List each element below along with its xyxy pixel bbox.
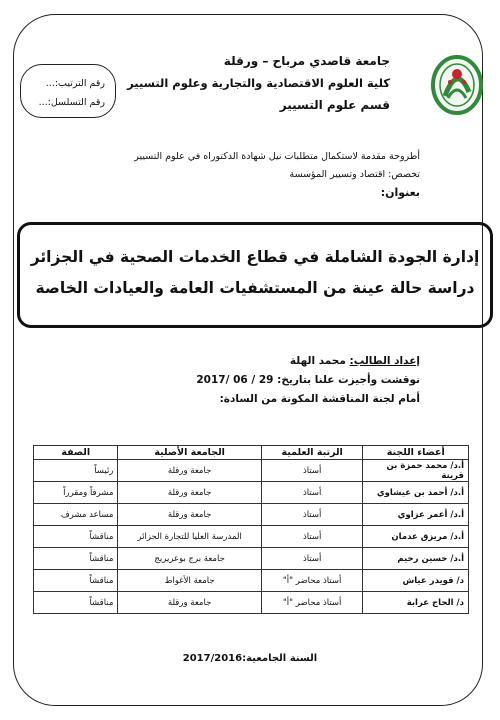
member-university: المدرسة العليا للتجارة الجزائر [118, 526, 261, 548]
thesis-purpose: أطروحة مقدمة لاستكمال متطلبات نيل شهادة الدكتوراه في علوم التسيير [134, 151, 420, 162]
reference-box [20, 64, 116, 118]
table-row [34, 526, 469, 548]
institution-header [127, 50, 390, 116]
title-label: بعنوان: [380, 186, 420, 199]
member-name: د/ قويدر عياش [363, 570, 469, 592]
defense-date: نوقشت وأجيزت علنا بتاريخ: 29 / 06 /2017 [196, 374, 420, 386]
member-rank: أستاذ [261, 460, 363, 482]
member-university: جامعة ورقلة [118, 460, 261, 482]
member-rank: أستاذ محاضر "أ" [261, 570, 363, 592]
thesis-specialty: تخصص: اقتصاد وتسيير المؤسسة [289, 169, 420, 180]
order-number-label: رقم الترتيب:... [45, 78, 105, 89]
header-university: الجامعة الأصلية [118, 446, 261, 460]
student-label: إعداد الطالب: [349, 355, 420, 367]
member-role: مساعد مشرف [34, 504, 118, 526]
member-role: رئيساً [34, 460, 118, 482]
member-rank: أستاذ [261, 548, 363, 570]
member-role: مشرفاً ومقرراً [34, 482, 118, 504]
committee-intro: أمام لجنة المناقشة المكونة من السادة: [219, 393, 420, 405]
member-university: جامعة برج بوعريريج [118, 548, 261, 570]
student-line [196, 352, 420, 371]
member-role: مناقشاً [34, 570, 118, 592]
student-name: محمد الهلة [289, 355, 346, 367]
table-row [34, 592, 469, 614]
member-name: أ.د/ حسين رحيم [363, 548, 469, 570]
table-row [34, 548, 469, 570]
member-role: مناقشاً [34, 548, 118, 570]
serial-number-label: رقم التسلسل:... [38, 97, 105, 108]
member-university: جامعة ورقلة [118, 504, 261, 526]
member-name: أ.د/ أعمر عزاوي [363, 504, 469, 526]
member-rank: أستاذ [261, 482, 363, 504]
member-name: أ.د/ مريزق عدمان [363, 526, 469, 548]
jury-table-header [34, 446, 469, 460]
academic-year: السنة الجامعية:2017/2016 [182, 653, 318, 664]
member-role: مناقشاً [34, 592, 118, 614]
table-row [34, 482, 469, 504]
table-row [34, 504, 469, 526]
faculty-name: كلية العلوم الاقتصادية والتجارية وعلوم التسيير [127, 76, 390, 90]
header-role: الصفة [34, 446, 118, 460]
table-row [34, 570, 469, 592]
header-members: أعضاء اللجنة [363, 446, 469, 460]
member-name: أ.د/ أحمد بن عيشاوي [363, 482, 469, 504]
university-logo-icon [428, 52, 486, 116]
member-rank: أستاذ [261, 526, 363, 548]
member-rank: أستاذ محاضر "أ" [261, 592, 363, 614]
student-info [196, 352, 420, 409]
member-role: مناقشاً [34, 526, 118, 548]
member-name: أ.د/ محمد حمزة بن قرينة [363, 460, 469, 482]
thesis-title-line-2: دراسة حالة عينة من المستشفيات العامة والعيادات الخاصة [35, 279, 475, 297]
member-university: جامعة ورقلة [118, 482, 261, 504]
member-university: جامعة الأغواط [118, 570, 261, 592]
header-rank: الرتبة العلمية [261, 446, 363, 460]
thesis-title-box [17, 222, 493, 328]
member-university: جامعة ورقلة [118, 592, 261, 614]
university-name: جامعة قاصدي مرباح – ورقلة [223, 54, 390, 68]
jury-table [33, 445, 469, 614]
thesis-info [134, 148, 420, 202]
department-name: قسم علوم التسيير [279, 98, 390, 112]
member-rank: أستاذ [261, 504, 363, 526]
table-row [34, 460, 469, 482]
member-name: د/ الحاج عرابة [363, 592, 469, 614]
thesis-title-line-1: إدارة الجودة الشاملة في قطاع الخدمات الصحية في الجزائر [30, 248, 480, 266]
